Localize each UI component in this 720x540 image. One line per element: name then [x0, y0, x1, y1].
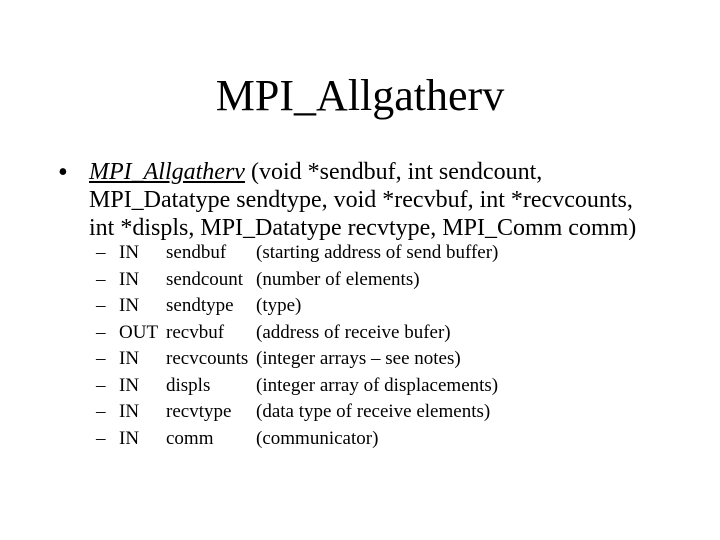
param-dash: – — [96, 321, 106, 343]
parameter-row — [96, 401, 696, 428]
param-direction: IN — [119, 374, 140, 396]
parameter-list — [96, 242, 696, 454]
param-direction: IN — [119, 242, 140, 263]
parameter-row — [96, 348, 696, 375]
signature-line-1 — [89, 158, 704, 186]
param-name: sendcount — [166, 268, 244, 290]
param-dash: – — [96, 295, 106, 316]
param-description: (number of elements) — [256, 268, 420, 290]
param-description: (starting address of send buffer) — [256, 242, 499, 263]
slide-title: MPI_Allgatherv — [215, 71, 505, 120]
param-dash: – — [96, 348, 106, 369]
bullet-marker: • — [58, 157, 68, 188]
param-dash: – — [96, 242, 106, 263]
parameter-row — [96, 269, 696, 296]
param-description: (address of receive bufer) — [256, 321, 451, 343]
parameter-row — [96, 428, 696, 455]
parameter-row — [96, 242, 696, 269]
param-name: displs — [166, 374, 211, 396]
param-dash: – — [96, 401, 106, 422]
param-description: (data type of receive elements) — [256, 401, 491, 422]
param-direction: IN — [119, 427, 140, 449]
param-dash: – — [96, 268, 106, 290]
signature-line-2: MPI_Datatype sendtype, void *recvbuf, int *recvcounts, — [89, 187, 633, 213]
param-name: sendtype — [166, 295, 234, 316]
param-name: comm — [166, 427, 214, 449]
param-description: (communicator) — [256, 427, 379, 449]
param-name: recvtype — [166, 401, 232, 422]
param-name: sendbuf — [166, 242, 227, 263]
parameter-row — [96, 295, 696, 322]
param-direction: IN — [119, 401, 140, 422]
param-dash: – — [96, 427, 106, 449]
function-signature — [89, 158, 704, 242]
param-direction: IN — [119, 348, 140, 369]
param-direction: IN — [119, 295, 140, 316]
param-dash: – — [96, 374, 106, 396]
param-description: (integer arrays – see notes) — [256, 348, 461, 369]
param-description: (integer array of displacements) — [256, 374, 499, 396]
param-name: recvcounts — [166, 348, 249, 369]
signature-line-1-rest: (void *sendbuf, int sendcount, — [244, 159, 543, 185]
param-name: recvbuf — [166, 321, 225, 343]
param-description: (type) — [256, 295, 302, 316]
param-direction: IN — [119, 268, 140, 290]
function-name: MPI_Allgatherv — [89, 159, 245, 185]
parameter-row — [96, 375, 696, 402]
signature-line-3: int *displs, MPI_Datatype recvtype, MPI_Comm comm) — [89, 215, 637, 241]
parameter-row — [96, 322, 696, 349]
param-direction: OUT — [119, 321, 159, 343]
